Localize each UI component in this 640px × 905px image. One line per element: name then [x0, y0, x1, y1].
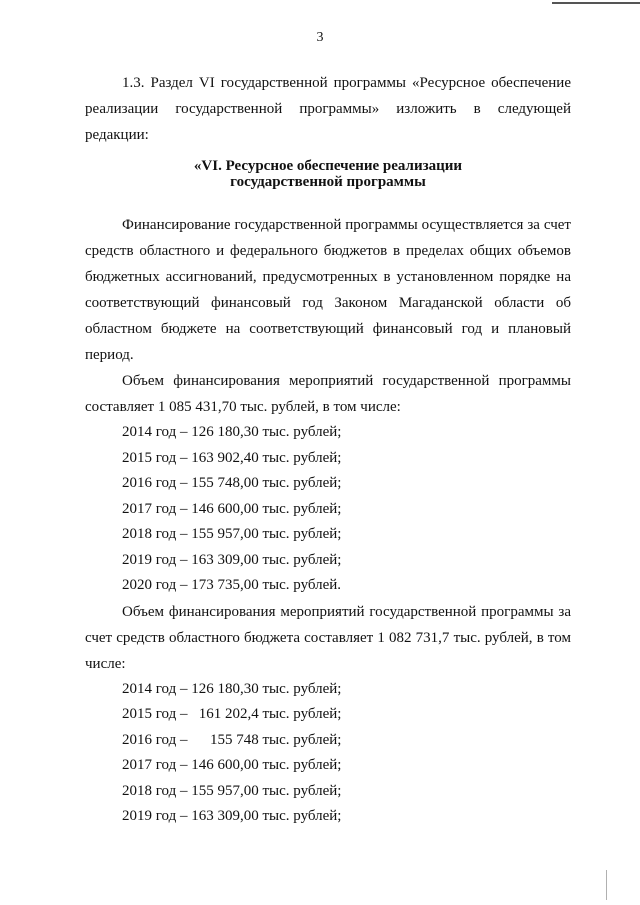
scan-edge-line — [552, 2, 640, 4]
document-body — [85, 70, 571, 830]
list-item: 2018 год – 155 957,00 тыс. рублей; — [122, 526, 342, 542]
total-by-year-list — [85, 420, 571, 599]
page-number: 3 — [316, 30, 324, 45]
list-item: 2019 год – 163 309,00 тыс. рублей; — [122, 551, 342, 568]
list-item: 2015 год – 161 202,4 тыс. рублей; — [122, 706, 342, 722]
regional-by-year-list — [85, 677, 571, 830]
financing-paragraph: Финансирование государственной программы осуществляется за счет средств областного и федерального бюджетов в пределах общих объемов бюджетных ассигнований, предусмотренных в установленном порядке на соответствующий финансовый год Законом Магаданской области об областном бюджете на соответствующий финансовый год и плановый период. — [85, 217, 571, 363]
list-item: 2017 год – 146 600,00 тыс. рублей; — [122, 500, 342, 517]
section-heading-line-1: «VI. Ресурсное обеспечение реализации — [193, 158, 463, 174]
section-heading — [85, 158, 571, 190]
list-item: 2019 год – 163 309,00 тыс. рублей; — [122, 808, 342, 824]
list-item: 2016 год – 155 748 тыс. рублей; — [122, 731, 342, 748]
intro-paragraph: 1.3. Раздел VI государственной программы «Ресурсное обеспечение реализации государственной программы» изложить в следующей редакции: — [85, 75, 571, 143]
section-heading-line-2: государственной программы — [230, 174, 426, 190]
total-funding-paragraph: Объем финансирования мероприятий государственной программы составляет 1 085 431,70 тыс. рублей, в том числе: — [85, 373, 571, 415]
list-item: 2017 год – 146 600,00 тыс. рублей; — [122, 757, 342, 773]
list-item: 2016 год – 155 748,00 тыс. рублей; — [122, 475, 342, 491]
list-item: 2015 год – 163 902,40 тыс. рублей; — [122, 449, 342, 466]
list-item: 2018 год – 155 957,00 тыс. рублей; — [122, 782, 342, 799]
list-item: 2014 год – 126 180,30 тыс. рублей; — [122, 680, 342, 697]
scan-edge-mark — [606, 870, 607, 900]
list-item: 2014 год – 126 180,30 тыс. рублей; — [122, 424, 342, 440]
list-item: 2020 год – 173 735,00 тыс. рублей. — [122, 577, 342, 593]
regional-funding-paragraph: Объем финансирования мероприятий государственной программы за счет средств областного бюджета составляет 1 082 731,7 тыс. рублей, в том числе: — [85, 603, 571, 672]
